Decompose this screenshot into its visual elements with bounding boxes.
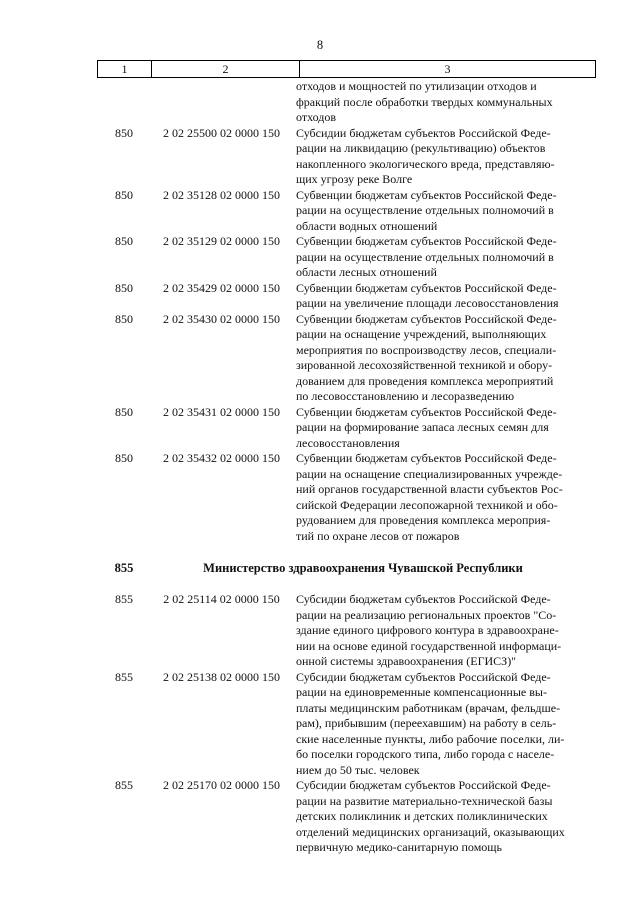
description-line: нием до 50 тыс. человек: [296, 762, 420, 777]
description-line: щих угрозу реке Волге: [296, 172, 413, 186]
description-line: сийской Федерации лесопожарной техникой и обо-: [296, 497, 558, 512]
description-line: рам), прибывшим (переехавшим) на работу в сель-: [296, 716, 557, 730]
table-row: [97, 234, 595, 281]
revenue-description: [296, 234, 588, 281]
description-line: ний органов государственной власти субъектов Рос-: [296, 482, 563, 496]
description-line: области лесных отношений: [296, 265, 437, 279]
admin-code: 855: [115, 669, 133, 684]
description-line: онной системы здравоохранения (ЕГИСЗ)": [296, 654, 517, 668]
revenue-description: [296, 778, 588, 856]
description-line: здание единого цифрового контура в здравоохране-: [296, 623, 559, 637]
continuation-text: отходов и мощностей по утилизации отходов и фракций после обработки твердых коммунальных отходов: [296, 79, 553, 124]
section-heading: [97, 560, 595, 576]
admin-code: 855: [115, 592, 133, 606]
table-row: [97, 451, 595, 544]
description-line: по лесовосстановлению и лесоразведению: [296, 389, 515, 403]
description-line: Субвенции бюджетам субъектов Российской Феде-: [296, 234, 557, 248]
description-line: рации на оснащение учреждений, выполняющих: [296, 327, 547, 341]
budget-classification-code: 2 02 35429 02 0000 150: [163, 280, 280, 295]
admin-code: 850: [115, 125, 133, 140]
section-admin-code: 855: [114, 561, 134, 575]
description-line: отделений медицинских организаций, оказывающих: [296, 824, 565, 839]
description-line: дованием для проведения комплекса мероприятий: [296, 373, 554, 388]
description-line: первичную медико-санитарную помощь: [296, 840, 503, 854]
admin-code: 855: [115, 778, 133, 792]
description-line: бо поселки городского типа, либо города с населе-: [296, 747, 555, 761]
admin-code: 850: [115, 451, 133, 465]
table-row: [97, 778, 595, 856]
revenue-description: [296, 592, 588, 670]
description-line: Субвенции бюджетам субъектов Российской Феде-: [296, 311, 557, 326]
admin-code: 850: [115, 280, 133, 295]
description-line: ские населенные пункты, либо рабочие поселки, ли-: [296, 731, 565, 746]
table-body: [97, 79, 595, 856]
description-line: рудованием для проведения комплекса мероприя-: [296, 513, 551, 527]
description-line: рации на формирование запаса лесных семян для: [296, 420, 549, 434]
column-header-3: 3: [300, 61, 596, 78]
table-row: [97, 188, 595, 235]
description-line: Субсидии бюджетам субъектов Российской Феде-: [296, 669, 551, 684]
description-line: рации на реализацию региональных проектов "Со-: [296, 607, 557, 622]
table-row: [97, 281, 595, 312]
revenue-description: [296, 451, 588, 544]
table-row: [97, 670, 595, 779]
budget-classification-code: 2 02 25138 02 0000 150: [163, 669, 280, 684]
description-line: Субсидии бюджетам субъектов Российской Феде-: [296, 592, 551, 606]
admin-code: 850: [115, 234, 133, 248]
section-title: Министерство здравоохранения Чувашской Республики: [203, 561, 523, 575]
revenue-description: [296, 126, 588, 188]
description-line: мероприятия по воспроизводству лесов, специали-: [296, 342, 557, 357]
revenue-description: [296, 312, 588, 405]
admin-code: 850: [115, 311, 133, 326]
table-row: [97, 405, 595, 452]
revenue-description: [296, 405, 588, 452]
admin-code: 850: [115, 404, 133, 419]
description-line: Субвенции бюджетам субъектов Российской Феде-: [296, 280, 557, 295]
description-line: Субсидии бюджетам субъектов Российской Феде-: [296, 125, 551, 140]
budget-classification-code: 2 02 25170 02 0000 150: [163, 778, 280, 792]
budget-classification-code: 2 02 35129 02 0000 150: [163, 234, 280, 248]
description-line: Субвенции бюджетам субъектов Российской Феде-: [296, 187, 557, 202]
table-row: [97, 126, 595, 188]
description-line: Субсидии бюджетам субъектов Российской Феде-: [296, 778, 551, 792]
description-line: рации на развитие материально-технической базы: [296, 793, 553, 808]
column-header-1: 1: [98, 61, 152, 78]
description-line: Субвенции бюджетам субъектов Российской Феде-: [296, 404, 557, 419]
revenue-description: [296, 281, 588, 312]
revenue-description: [296, 670, 588, 779]
table-row: [97, 592, 595, 670]
description-line: нии на основе единой государственной информаци-: [296, 638, 562, 653]
description-line: области водных отношений: [296, 218, 438, 233]
budget-classification-code: 2 02 25500 02 0000 150: [163, 125, 280, 140]
description-line: рации на увеличение площади лесовосстановления: [296, 296, 559, 310]
description-line: рации на оснащение специализированных учрежде-: [296, 466, 563, 481]
description-line: рации на осуществление отдельных полномочий в: [296, 249, 554, 264]
budget-classification-code: 2 02 35431 02 0000 150: [163, 404, 280, 419]
table-header: [97, 60, 596, 78]
revenue-description: [296, 188, 588, 235]
admin-code: 850: [115, 187, 133, 202]
description-line: лесовосстановления: [296, 435, 400, 450]
description-line: зированной лесохозяйственной техникой и обору-: [296, 358, 553, 372]
budget-classification-code: 2 02 25114 02 0000 150: [163, 592, 280, 606]
budget-classification-code: 2 02 35430 02 0000 150: [163, 311, 280, 326]
budget-classification-code: 2 02 35432 02 0000 150: [163, 451, 280, 465]
description-line: накопленного экологического вреда, представляю-: [296, 156, 555, 171]
column-header-2: 2: [152, 61, 300, 78]
page-number: 8: [316, 38, 324, 52]
budget-classification-code: 2 02 35128 02 0000 150: [163, 187, 280, 202]
description-line: Субвенции бюджетам субъектов Российской Феде-: [296, 451, 557, 465]
table-row: [97, 312, 595, 405]
description-line: рации на ликвидацию (рекультивацию) объектов: [296, 141, 546, 155]
description-line: детских поликлиник и детских поликлинических: [296, 809, 548, 823]
description-line: платы медицинским работникам (врачам, фельдше-: [296, 700, 561, 715]
continuation-row: [97, 79, 595, 126]
description-line: тий по охране лесов от пожаров: [296, 528, 460, 543]
description-line: рации на осуществление отдельных полномочий в: [296, 203, 554, 217]
description-line: рации на единовременные компенсационные вы-: [296, 685, 547, 699]
